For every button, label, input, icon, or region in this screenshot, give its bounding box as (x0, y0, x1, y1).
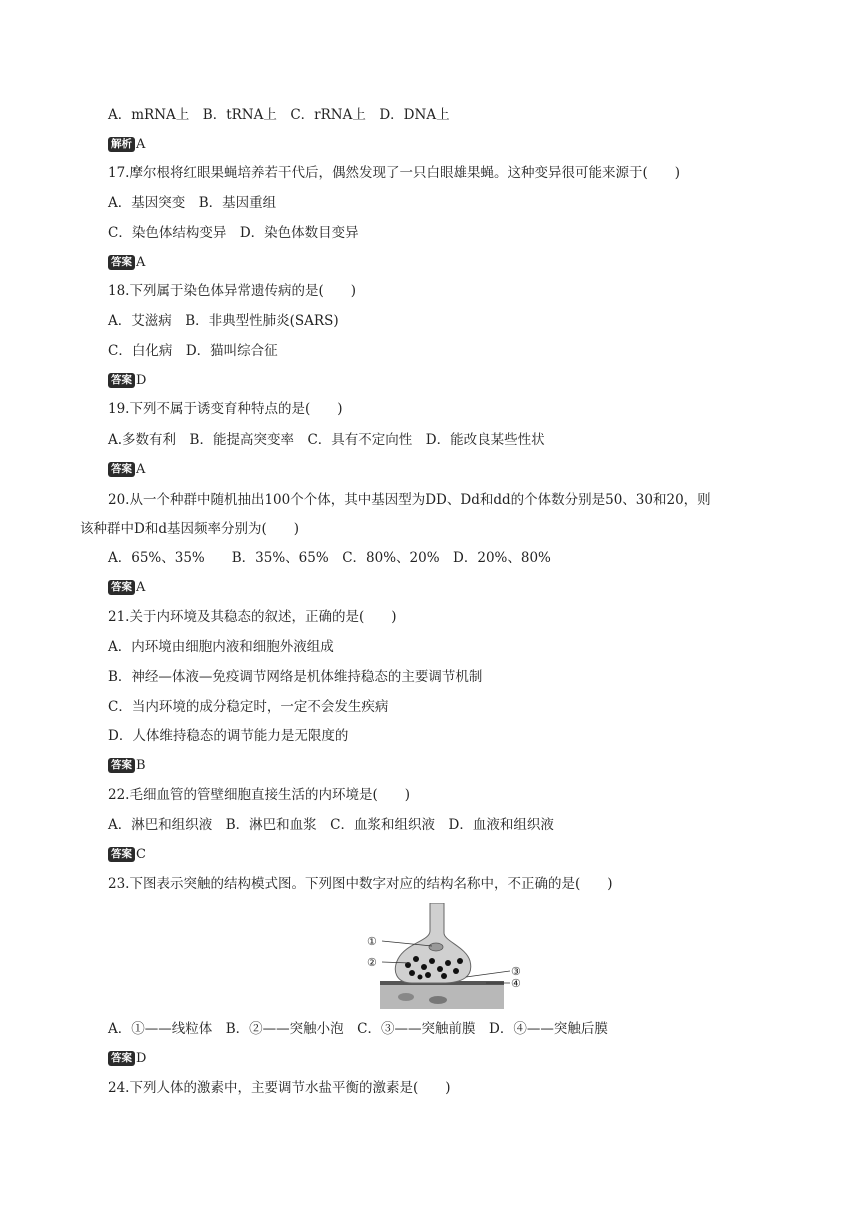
label-4: ④ (511, 977, 521, 990)
q17-answer-row (108, 254, 145, 270)
q23-stem: 23.下图表示突触的结构模式图。下列图中数字对应的结构名称中，不正确的是( ) (108, 876, 613, 892)
q20-answer-row (108, 579, 145, 595)
q24-stem: 24.下列人体的激素中，主要调节水盐平衡的激素是( ) (108, 1080, 451, 1096)
q23-options: A．①——线粒体 B．②——突触小泡 C．③——突触前膜 D．④——突触后膜 (108, 1021, 608, 1037)
answer-text: A (136, 579, 146, 595)
q22-options: A．淋巴和组织液 B．淋巴和血浆 C．血浆和组织液 D．血液和组织液 (108, 817, 554, 833)
q18-options-ab: A．艾滋病 B．非典型性肺炎(SARS) (108, 313, 339, 329)
answer-tag: 答案 (108, 758, 135, 773)
q17-options-ab: A．基因突变 B．基因重组 (108, 195, 277, 211)
label-1: ① (367, 935, 377, 948)
q23-answer-row (108, 1050, 146, 1066)
label-2: ② (367, 956, 377, 969)
q20-stem-continued: 该种群中D和d基因频率分别为( ) (80, 521, 299, 537)
q18-answer-row (108, 372, 146, 388)
analysis-tag: 解析 (108, 137, 135, 152)
answer-text: D (136, 1050, 147, 1066)
synapse-diagram (366, 903, 526, 1009)
answer-tag: 答案 (108, 847, 135, 862)
q21-answer-row (108, 757, 146, 773)
q22-stem: 22.毛细血管的管壁细胞直接生活的内环境是( ) (108, 787, 411, 803)
answer-text: D (136, 372, 147, 388)
q19-stem: 19.下列不属于诱变育种特点的是( ) (108, 401, 343, 417)
mitochondrion (429, 943, 443, 951)
q22-answer-row (108, 846, 146, 862)
q19-options: A.多数有利 B．能提高突变率 C．具有不定向性 D．能改良某些性状 (108, 432, 545, 448)
q18-options-cd: C．白化病 D．猫叫综合征 (108, 343, 278, 359)
answer-text: C (136, 846, 146, 862)
answer-text: A (136, 461, 146, 477)
q21-option-c: C．当内环境的成分稳定时，一定不会发生疾病 (108, 699, 389, 715)
q21-option-a: A．内环境由细胞内液和细胞外液组成 (108, 639, 334, 655)
answer-text: A (136, 254, 146, 270)
answer-text: B (136, 757, 146, 773)
mitochondrion-small (429, 996, 447, 1004)
q17-options-cd: C．染色体结构变异 D．染色体数目变异 (108, 225, 359, 241)
q20-stem: 20.从一个种群中随机抽出100个个体，其中基因型为DD、Dd和dd的个体数分别是50、30和20，则 (108, 492, 711, 508)
postsynaptic-tissue (380, 981, 504, 1009)
q20-options: A．65%、35% B．35%、65% C．80%、20% D．20%、80% (108, 550, 551, 566)
answer-tag: 答案 (108, 373, 135, 388)
answer-tag: 答案 (108, 255, 135, 270)
q16-options: A．mRNA上 B．tRNA上 C．rRNA上 D．DNA上 (108, 107, 450, 123)
q19-answer-row (108, 461, 145, 477)
q16-analysis-row (108, 136, 145, 152)
answer-tag: 答案 (108, 580, 135, 595)
label-3: ③ (511, 965, 521, 978)
q21-option-d: D．人体维持稳态的调节能力是无限度的 (108, 728, 349, 744)
answer-text: A (136, 136, 146, 152)
q18-stem: 18.下列属于染色体异常遗传病的是( ) (108, 283, 357, 299)
answer-tag: 答案 (108, 1051, 135, 1066)
q17-stem: 17.摩尔根将红眼果蝇培养若干代后，偶然发现了一只白眼雄果蝇。这种变异很可能来源于( ) (108, 165, 681, 181)
mitochondrion-small (398, 993, 414, 1001)
answer-tag: 答案 (108, 462, 135, 477)
q21-stem: 21.关于内环境及其稳态的叙述，正确的是( ) (108, 609, 397, 625)
q21-option-b: B．神经—体液—免疫调节网络是机体维持稳态的主要调节机制 (108, 669, 483, 685)
